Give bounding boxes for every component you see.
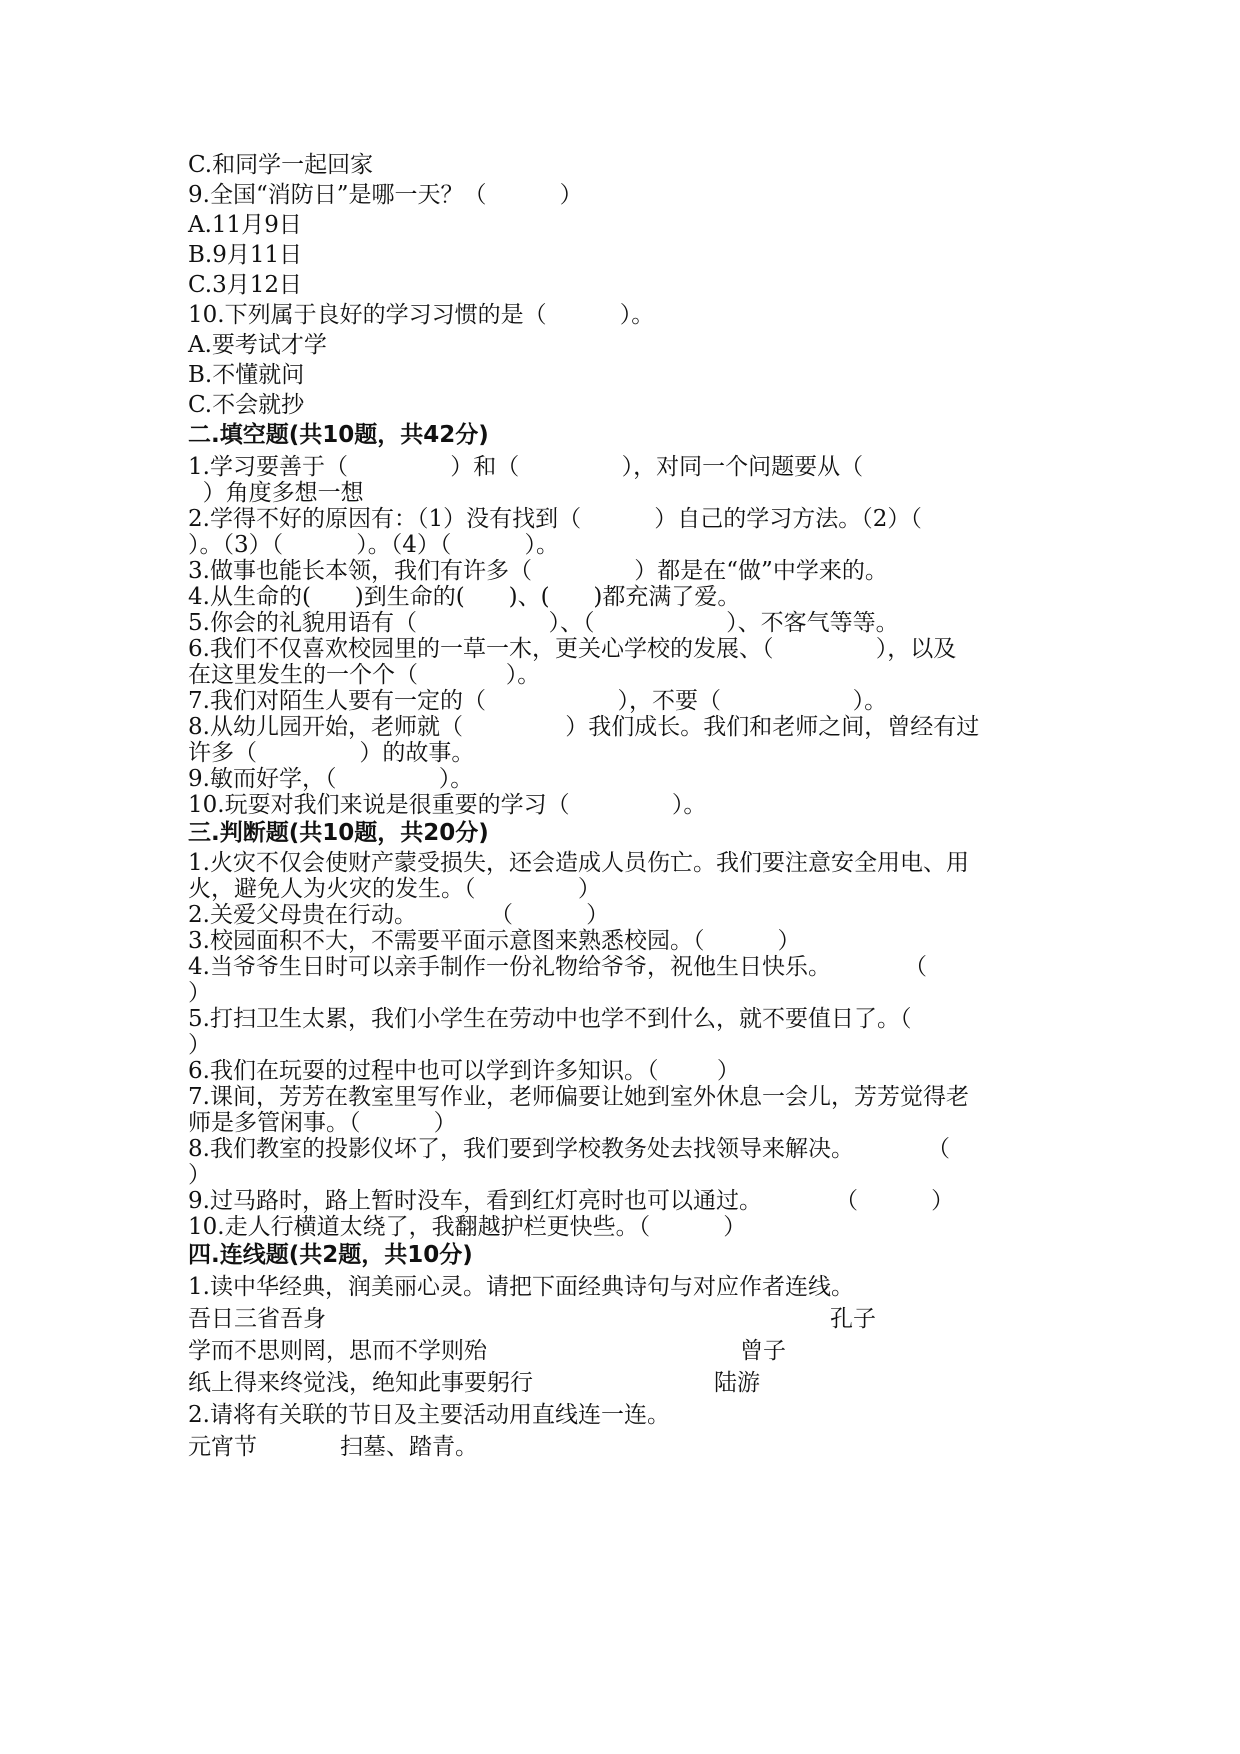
section-title-fill-blank: 二.填空题(共10题，共42分)	[188, 422, 489, 448]
judge-line: ）	[188, 980, 211, 1006]
fill-line: 5.你会的礼貌用语有（ ）、（ ）、不客气等等。	[188, 610, 899, 636]
fill-line: 8.从幼儿园开始，老师就（ ）我们成长。我们和老师之间，曾经有过	[188, 714, 980, 740]
q9-stem: 9.全国“消防日”是哪一天？（ ）	[188, 182, 583, 208]
q10-option-a: A.要考试才学	[188, 332, 327, 358]
fill-line: 1.学习要善于（ ）和（ ），对同一个问题要从（	[188, 454, 864, 480]
judge-line: ）	[188, 1162, 211, 1188]
q9-option-c: C.3月12日	[188, 272, 302, 298]
matching-q2-stem: 2.请将有关联的节日及主要活动用直线连一连。	[188, 1402, 670, 1428]
fill-line: 2.学得不好的原因有：（1）没有找到（ ）自己的学习方法。（2）（	[188, 506, 922, 532]
fill-line: 10.玩耍对我们来说是很重要的学习（ ）。	[188, 792, 707, 818]
judge-line: 7.课间，芳芳在教室里写作业，老师偏要让她到室外休息一会儿，芳芳觉得老	[188, 1084, 969, 1110]
judge-line: 5.打扫卫生太累，我们小学生在劳动中也学不到什么，就不要值日了。（	[188, 1006, 912, 1032]
fill-line: 3.做事也能长本领，我们有许多（ ）都是在“做”中学来的。	[188, 558, 888, 584]
fill-line: 4.从生命的( )到生命的( )、( )都充满了爱。	[188, 584, 741, 610]
festival-item: 元宵节	[188, 1434, 257, 1460]
judge-line: 4.当爷爷生日时可以亲手制作一份礼物给爷爷，祝他生日快乐。 （	[188, 954, 928, 980]
judge-line: 9.过马路时，路上暂时没车，看到红灯亮时也可以通过。 （ ）	[188, 1188, 955, 1214]
fill-line: ）角度多想一想	[188, 480, 364, 506]
judge-line: 3.校园面积不大，不需要平面示意图来熟悉校园。（ ）	[188, 928, 801, 954]
matching-right-item: 曾子	[740, 1338, 786, 1364]
judge-line: 火，避免人为火灾的发生。（ ）	[188, 876, 601, 902]
matching-right-item: 陆游	[714, 1370, 760, 1396]
fill-line: 7.我们对陌生人要有一定的（ ），不要（ ）。	[188, 688, 888, 714]
judge-line: 2.关爱父母贵在行动。 （ ）	[188, 902, 610, 928]
matching-q1-stem: 1.读中华经典，润美丽心灵。请把下面经典诗句与对应作者连线。	[188, 1274, 854, 1300]
matching-right-item: 孔子	[830, 1306, 876, 1332]
fill-line: 许多（ ）的故事。	[188, 740, 475, 766]
judge-line: ）	[188, 1032, 211, 1058]
q10-stem: 10.下列属于良好的学习习惯的是（ ）。	[188, 302, 655, 328]
matching-left-item: 纸上得来终觉浅，绝知此事要躬行	[188, 1370, 533, 1396]
fill-line: 6.我们不仅喜欢校园里的一草一木，更关心学校的发展、（ ），以及	[188, 636, 957, 662]
q9-option-a: A.11月9日	[188, 212, 302, 238]
q9-option-b: B.9月11日	[188, 242, 303, 268]
fill-line: ）。（3）（ ）。（4）（ ）。	[188, 532, 559, 558]
judge-line: 师是多管闲事。（ ）	[188, 1110, 457, 1136]
q10-option-b: B.不懂就问	[188, 362, 305, 388]
judge-line: 1.火灾不仅会使财产蒙受损失，还会造成人员伤亡。我们要注意安全用电、用	[188, 850, 969, 876]
judge-line: 8.我们教室的投影仪坏了，我们要到学校教务处去找领导来解决。 （	[188, 1136, 951, 1162]
matching-left-item: 学而不思则罔，思而不学则殆	[188, 1338, 487, 1364]
fill-line: 在这里发生的一个个（ ）。	[188, 662, 541, 688]
q10-option-c: C.不会就抄	[188, 392, 305, 418]
section-title-true-false: 三.判断题(共10题，共20分)	[188, 820, 489, 846]
section-title-matching: 四.连线题(共2题，共10分)	[188, 1242, 473, 1268]
judge-line: 6.我们在玩耍的过程中也可以学到许多知识。（ ）	[188, 1058, 740, 1084]
matching-left-item: 吾日三省吾身	[188, 1306, 326, 1332]
q8-option-c: C.和同学一起回家	[188, 152, 374, 178]
activity-item: 扫墓、踏青。	[340, 1434, 478, 1460]
judge-line: 10.走人行横道太绕了，我翻越护栏更快些。（ ）	[188, 1214, 747, 1240]
fill-line: 9.敏而好学，（ ）。	[188, 766, 474, 792]
